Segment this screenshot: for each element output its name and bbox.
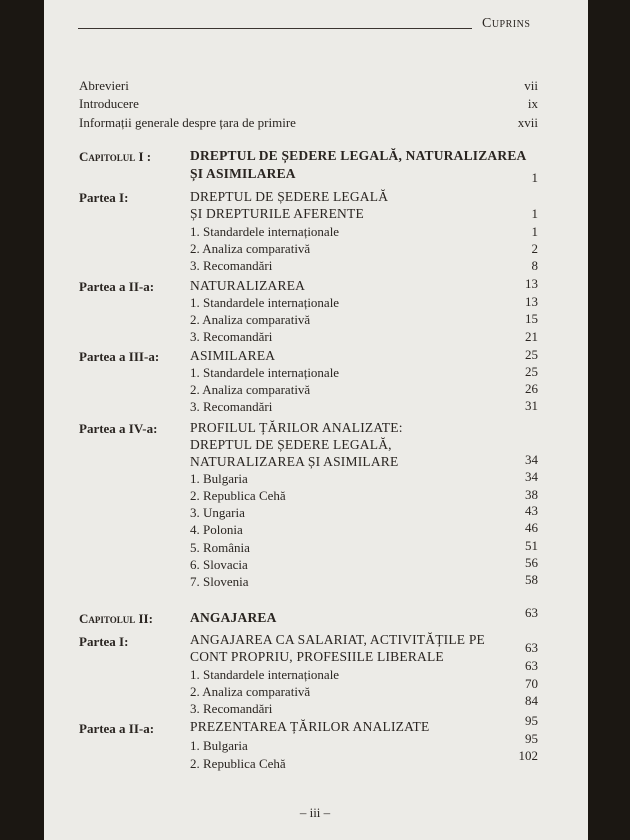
toc-page-number: 1 [531, 206, 538, 221]
toc-page-number: 15 [525, 311, 538, 326]
toc-entry: 3. Recomandări [190, 701, 273, 716]
toc-page-number: 58 [525, 572, 538, 587]
toc-page-number: 84 [525, 693, 538, 708]
part-title: PREZENTAREA ȚĂRILOR ANALIZATE [190, 719, 430, 734]
header-rule [78, 28, 472, 29]
toc-entry: 2. Analiza comparativă [190, 684, 311, 699]
toc-page-number: 25 [525, 347, 538, 362]
toc-entry: 3. Recomandări [190, 258, 273, 273]
toc-page-number: xvii [517, 115, 538, 130]
toc-entry: 1. Standardele internaționale [190, 224, 340, 239]
part-label: Partea a IV-a: [79, 421, 158, 436]
toc-entry: 2. Analiza comparativă [190, 382, 311, 397]
toc-page-number: 13 [525, 294, 538, 309]
toc-page-number: 95 [525, 731, 538, 746]
toc-page-number: 43 [525, 503, 538, 518]
toc-page-number: 70 [525, 676, 538, 691]
toc-page-number: 34 [525, 452, 538, 467]
part-label: Partea a III-a: [79, 349, 160, 364]
toc-entry: 2. Analiza comparativă [190, 241, 311, 256]
toc-page-number: 21 [525, 329, 538, 344]
toc-page-number: 46 [525, 520, 538, 535]
chapter-title: ANGAJAREA [190, 610, 277, 625]
toc-entry: 4. Polonia [190, 522, 243, 537]
toc-page-number: 2 [531, 241, 538, 256]
toc-page-number: 25 [525, 364, 538, 379]
toc-page-number: 26 [525, 381, 538, 396]
toc-entry: 1. Standardele internaționale [190, 295, 340, 310]
toc-page-number: 1 [531, 224, 538, 239]
toc-entry: 1. Bulgaria [190, 738, 248, 753]
part-title: NATURALIZAREA ȘI ASIMILARE [190, 454, 399, 469]
toc-entry: 6. Slovacia [190, 557, 248, 572]
part-title: NATURALIZAREA [190, 278, 306, 293]
toc-page-number: ix [527, 96, 538, 111]
part-label: Partea a II-a: [79, 721, 155, 736]
part-title: DREPTUL DE ȘEDERE LEGALĂ, [190, 437, 392, 452]
part-title: DREPTUL DE ȘEDERE LEGALĂ [190, 189, 389, 204]
toc-page-number: 1 [531, 170, 538, 185]
page-number-footer: – iii – [299, 805, 331, 820]
toc-entry: 5. România [190, 540, 250, 555]
toc-page-number: 34 [525, 469, 538, 484]
chapter-title: DREPTUL DE ȘEDERE LEGALĂ, NATURALIZAREA [190, 148, 527, 163]
toc-page-number: vii [524, 78, 538, 93]
chapter-label: Capitolul II: [79, 611, 153, 626]
toc-page-number: 63 [525, 658, 538, 673]
toc-page-number: 8 [531, 258, 538, 273]
part-label: Partea I: [79, 634, 129, 649]
chapter-title: ȘI ASIMILAREA [190, 166, 296, 181]
toc-entry: 2. Republica Cehă [190, 756, 286, 771]
toc-entry: 3. Recomandări [190, 399, 273, 414]
part-label: Partea a II-a: [79, 279, 155, 294]
toc-page-number: 63 [525, 605, 538, 620]
toc-page-number: 63 [525, 640, 538, 655]
toc-entry-informatii: Informații generale despre țara de primire [79, 115, 296, 130]
toc-entry: 1. Standardele internaționale [190, 667, 340, 682]
toc-page-number: 56 [525, 555, 538, 570]
toc-entry: 3. Recomandări [190, 329, 273, 344]
toc-page-number: 38 [525, 487, 538, 502]
part-label: Partea I: [79, 190, 129, 205]
chapter-label: Capitolul I : [79, 149, 152, 164]
toc-entry: 2. Republica Cehă [190, 488, 286, 503]
toc-page-number: 102 [518, 748, 538, 763]
toc-entry: 3. Ungaria [190, 505, 245, 520]
toc-entry: 1. Bulgaria [190, 471, 248, 486]
toc-entry: 2. Analiza comparativă [190, 312, 311, 327]
toc-entry-abrevieri: Abrevieri [79, 78, 129, 93]
part-title: CONT PROPRIU, PROFESIILE LIBERALE [190, 649, 444, 664]
part-title: ȘI DREPTURILE AFERENTE [190, 206, 364, 221]
toc-page-number: 31 [525, 398, 538, 413]
part-title: PROFILUL ȚĂRILOR ANALIZATE: [190, 420, 403, 435]
toc-page-number: 95 [525, 713, 538, 728]
part-title: ANGAJAREA CA SALARIAT, ACTIVITĂȚILE PE [190, 632, 485, 647]
page-header-title: Cuprins [482, 16, 531, 31]
part-title: ASIMILAREA [190, 348, 276, 363]
toc-entry: 1. Standardele internaționale [190, 365, 340, 380]
toc-page-number: 51 [525, 538, 538, 553]
toc-entry-introducere: Introducere [79, 96, 139, 111]
toc-entry: 7. Slovenia [190, 574, 249, 589]
toc-page-number: 13 [525, 276, 538, 291]
